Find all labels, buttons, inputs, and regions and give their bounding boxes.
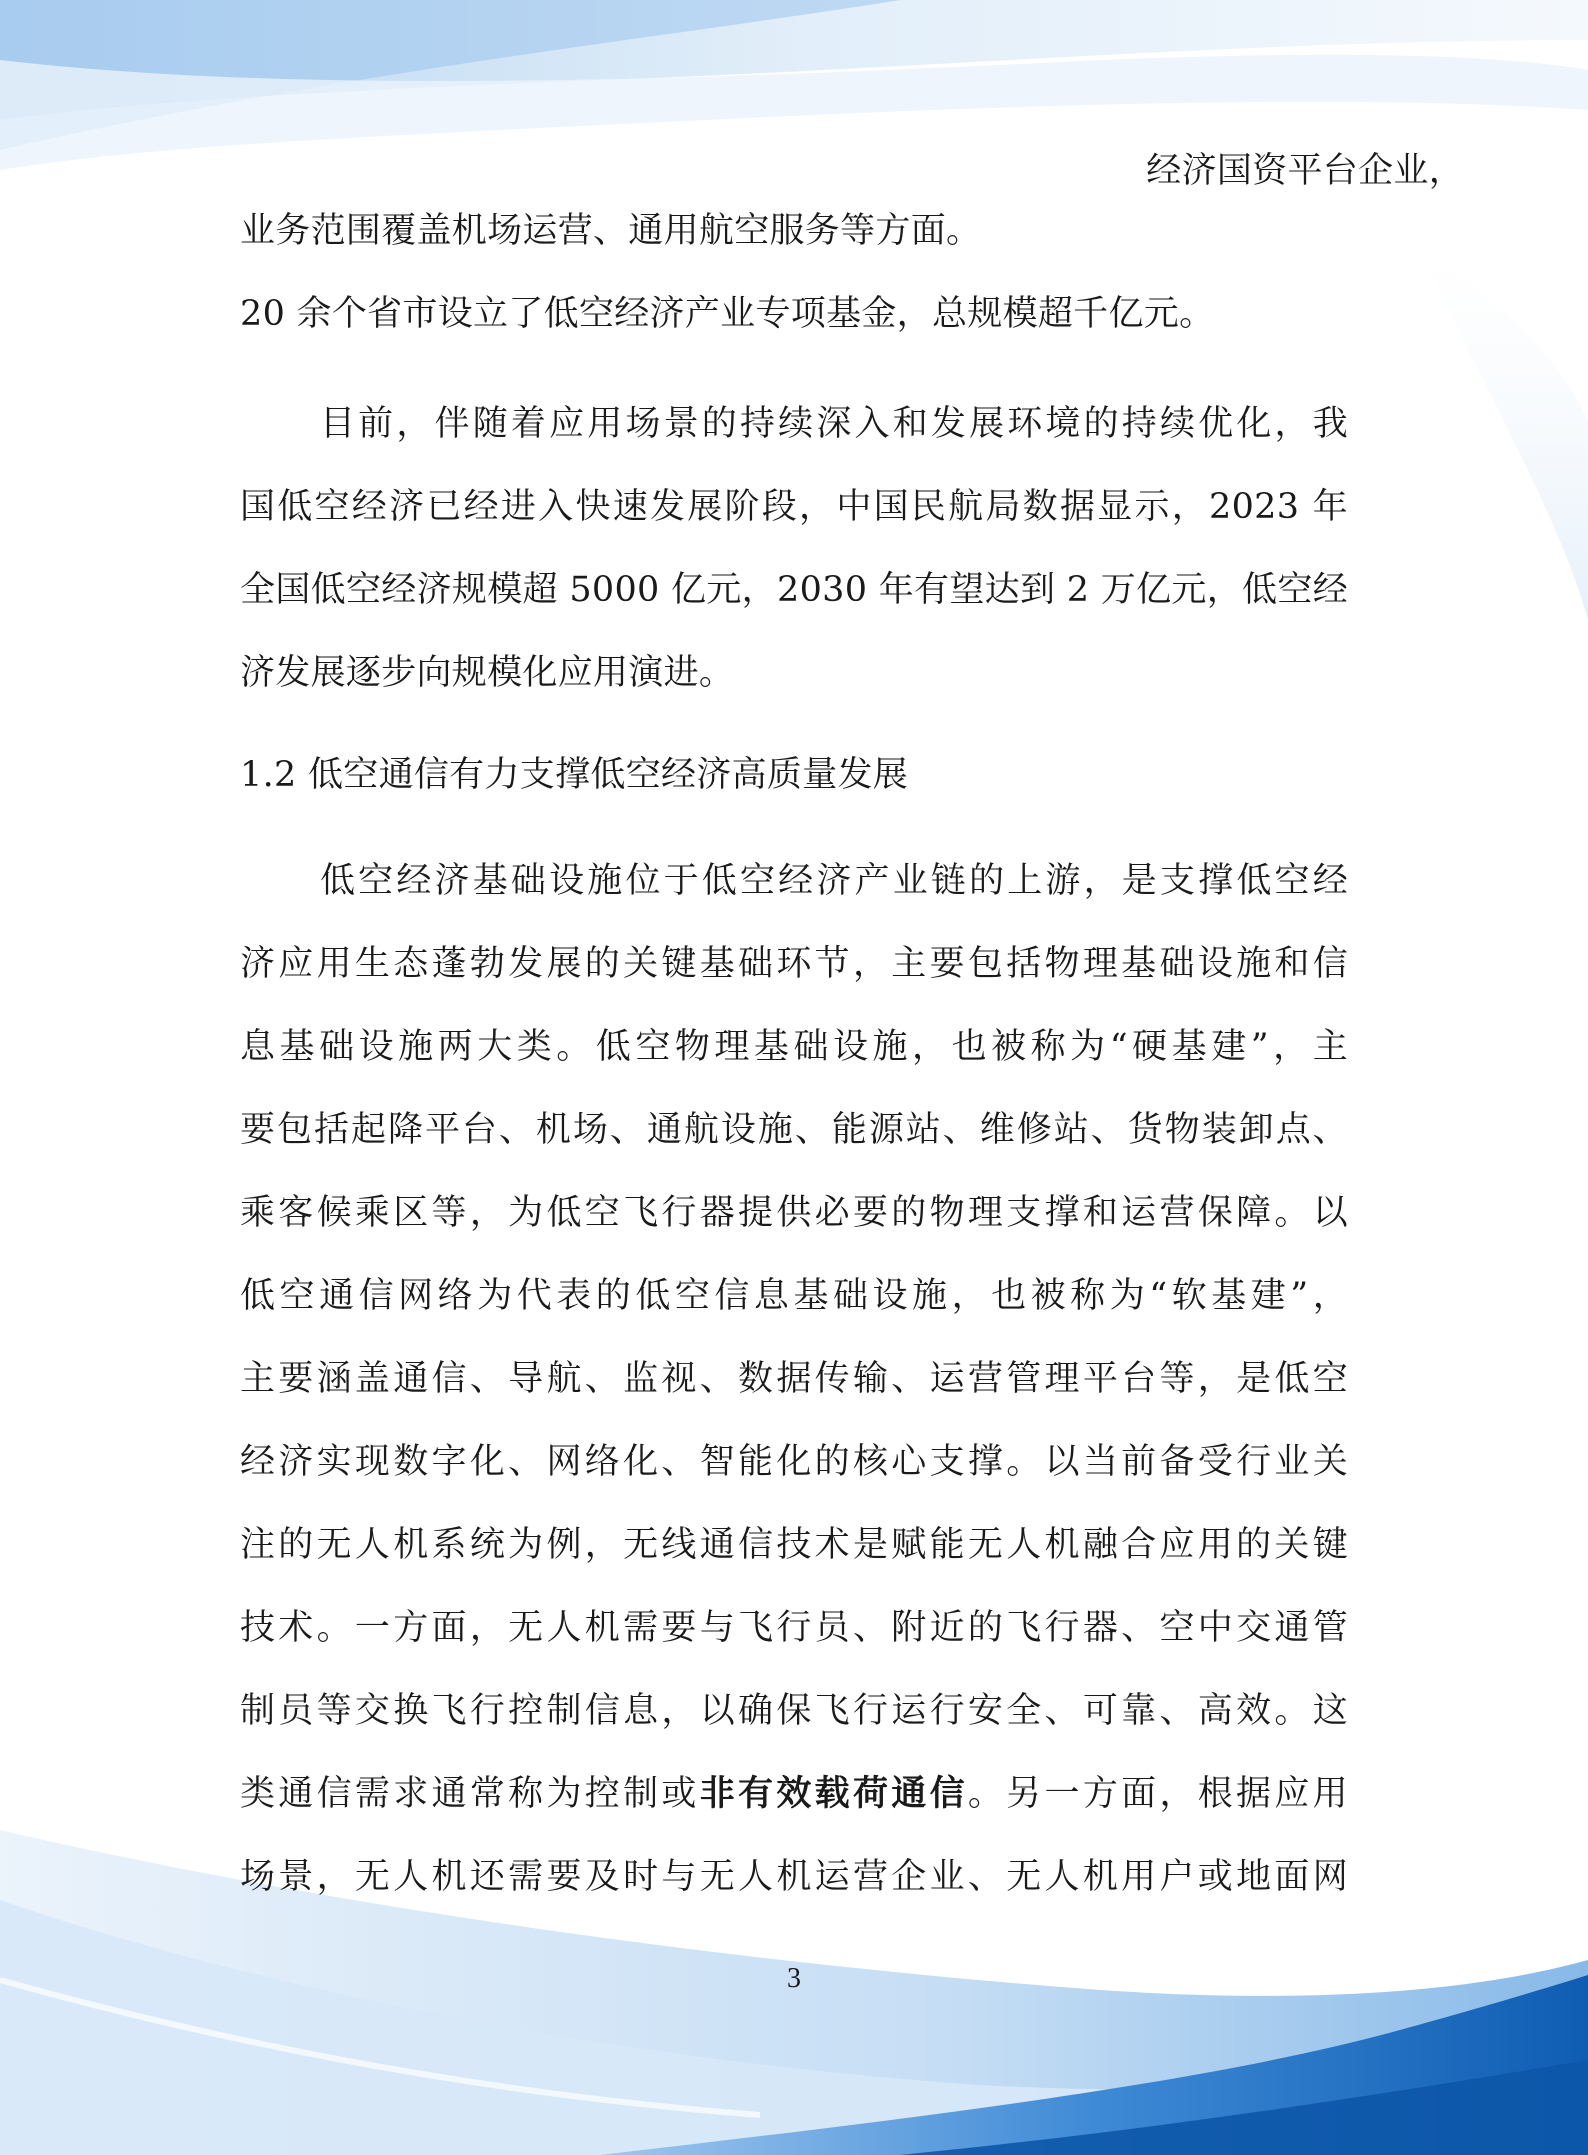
bold-term: 非有效载荷通信 [699, 1774, 968, 1814]
paragraph-first-line: 目前，伴随着应用场景的持续深入和发展环境的持续优化，我 [320, 404, 1348, 444]
text-line: 乘客候乘区等，为低空飞行器提供必要的物理支撑和运营保障。以 [240, 1193, 1348, 1233]
text-line: 注的无人机系统为例，无线通信技术是赋能无人机融合应用的关键 [240, 1525, 1348, 1565]
text-line: 场景，无人机还需要及时与无人机运营企业、无人机用户或地面网 [240, 1857, 1348, 1897]
text-line: 技术。一方面，无人机需要与飞行员、附近的飞行器、空中交通管 [240, 1608, 1348, 1648]
text-line-with-bold [240, 1770, 1348, 1818]
text-line: 国低空经济已经进入快速发展阶段，中国民航局数据显示，2023 年 [240, 487, 1348, 527]
text-line: 全国低空经济规模超 5000 亿元，2030 年有望达到 2 万亿元，低空经 [240, 570, 1348, 610]
text-line: 制员等交换飞行控制信息，以确保飞行运行安全、可靠、高效。这 [240, 1691, 1348, 1731]
text-line: 要包括起降平台、机场、通航设施、能源站、维修站、货物装卸点、 [240, 1110, 1348, 1150]
page-number: 3 [787, 1963, 801, 1994]
text-line: 主要涵盖通信、导航、监视、数据传输、运营管理平台等，是低空 [240, 1359, 1348, 1399]
text-line: 息基础设施两大类。低空物理基础设施，也被称为“硬基建”，主 [240, 1027, 1348, 1067]
text-line: 业务范围覆盖机场运营、通用航空服务等方面。 [240, 211, 982, 251]
section-heading: 1.2 低空通信有力支撑低空经济高质量发展 [240, 755, 909, 795]
document-body [240, 0, 1464, 2155]
text-line: 低空通信网络为代表的低空信息基础设施，也被称为“软基建”， [240, 1276, 1348, 1316]
text-segment: 类通信需求通常称为控制或 [240, 1774, 700, 1814]
text-line: 济应用生态蓬勃发展的关键基础环节，主要包括物理基础设施和信 [240, 944, 1348, 984]
paragraph-first-line: 低空经济基础设施位于低空经济产业链的上游，是支撑低空经 [320, 861, 1348, 901]
text-line: 20 余个省市设立了低空经济产业专项基金，总规模超千亿元。 [240, 294, 1215, 334]
text-segment: 。另一方面，根据应用 [967, 1774, 1348, 1814]
text-line: 经济国资平台企业， [1146, 151, 1464, 191]
text-line: 经济实现数字化、网络化、智能化的核心支撑。以当前备受行业关 [240, 1442, 1348, 1482]
text-line: 济发展逐步向规模化应用演进。 [240, 653, 735, 693]
